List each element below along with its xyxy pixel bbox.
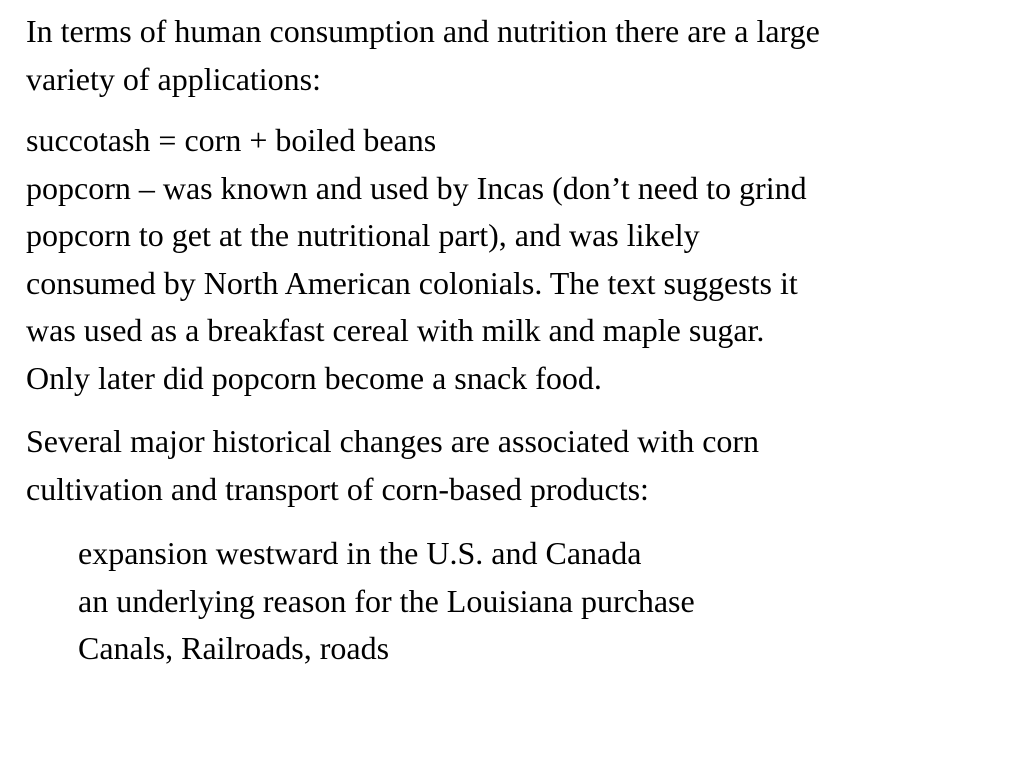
popcorn-line: popcorn – was known and used by Incas (don’t need to grind bbox=[26, 169, 807, 206]
succotash-line: succotash = corn + boiled beans bbox=[26, 122, 437, 158]
slide-text-body bbox=[26, 8, 1016, 673]
history-paragraph bbox=[26, 418, 1016, 513]
historical-changes-list bbox=[26, 530, 1016, 673]
history-line: cultivation and transport of corn-based products: bbox=[26, 470, 649, 507]
intro-line: In terms of human consumption and nutrition there are a large bbox=[26, 13, 820, 49]
popcorn-line: consumed by North American colonials. The text suggests it bbox=[26, 264, 798, 301]
popcorn-line: popcorn to get at the nutritional part), and was likely bbox=[26, 217, 700, 253]
intro-paragraph bbox=[26, 8, 1016, 103]
list-item: expansion westward in the U.S. and Canada bbox=[78, 535, 642, 571]
popcorn-line: was used as a breakfast cereal with milk and maple sugar. bbox=[26, 312, 765, 348]
uses-paragraph bbox=[26, 117, 1016, 402]
intro-line: variety of applications: bbox=[26, 60, 322, 97]
history-line: Several major historical changes are associated with corn bbox=[26, 423, 760, 459]
list-item: Canals, Railroads, roads bbox=[78, 630, 390, 666]
popcorn-line: Only later did popcorn become a snack food. bbox=[26, 359, 602, 396]
list-item: an underlying reason for the Louisiana purchase bbox=[78, 582, 695, 619]
